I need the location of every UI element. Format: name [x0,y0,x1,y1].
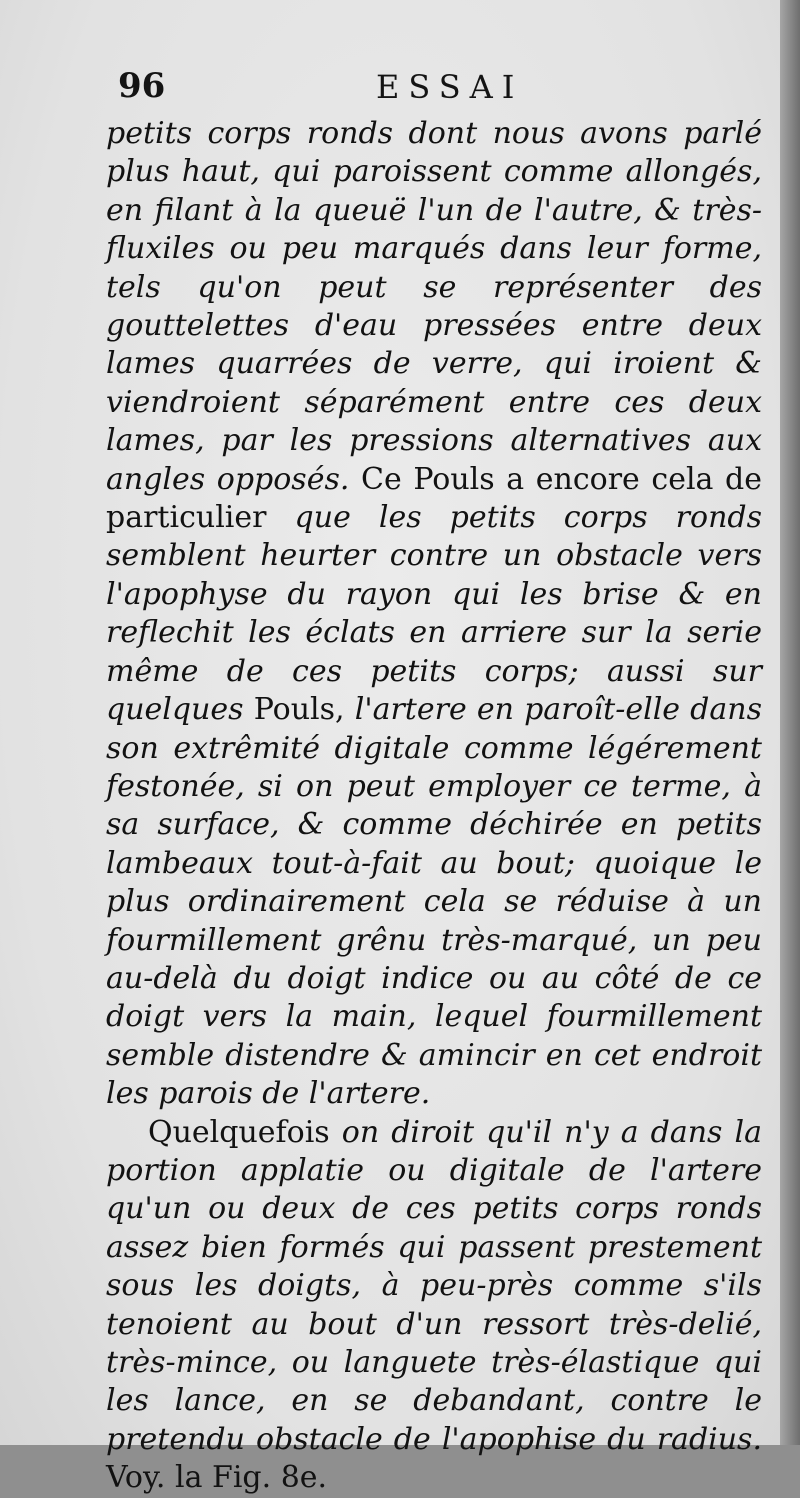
text-span: Quelquefois [148,1114,342,1150]
text-span: petits corps ronds dont nous avons parlé plus haut, qui paroissent comme allongés, en filant à la queuë l'un de l'autre, & très-fluxiles ou peu marqués dans leur forme, tels qu'on peut se représenter des gouttelettes d'eau pressées entre deux lames quarrées de verre, qui iroient & viendroient séparément entre ces deux lames, par les pressions alternatives aux angles opposés. [106,116,762,497]
paragraph-2 [106,1114,762,1498]
text-span: Voy. la Fig. 8e. [106,1460,328,1496]
text-span: Ce Pouls a encore cela de particulier [106,461,762,536]
body-text [106,115,762,1498]
running-head: ESSAI [376,68,524,106]
paragraph-1 [106,115,762,1114]
text-span: que les petits corps ronds semblent heurter contre un obstacle vers l'apophyse du rayon qui les brise & en reflechit les éclats en arriere sur la serie même de ces petits corps; aussi sur quelques [106,500,762,728]
page-header [118,66,758,110]
text-span: l'artere en paroît-elle dans son extrêmité digitale comme légérement festonée, si on peut employer ce terme, à sa surface, & comme déchirée en petits lambeaux tout-à-fait au bout; quoique le plus ordinairement cela se réduise à un fourmillement grênu très-marqué, un peu au-delà du doigt indice ou au côté de ce doigt vers la main, lequel fourmillement semble distendre & amincir en cet endroit les parois de l'artere. [106,692,762,1112]
page-spine-shadow [780,0,800,1445]
page-number: 96 [118,66,166,106]
text-span: on diroit qu'il n'y a dans la portion applatie ou digitale de l'artere qu'un ou deux de ces petits corps ronds assez bien formés qui passent prestement sous les doigts, à peu-près comme s'ils tenoient au bout d'un ressort très-delié, très-mince, ou languete très-élastique qui les lance, en se debandant, contre le pretendu obstacle de l'apophise du radius. [106,1114,762,1457]
text-span: Pouls, [243,692,355,728]
